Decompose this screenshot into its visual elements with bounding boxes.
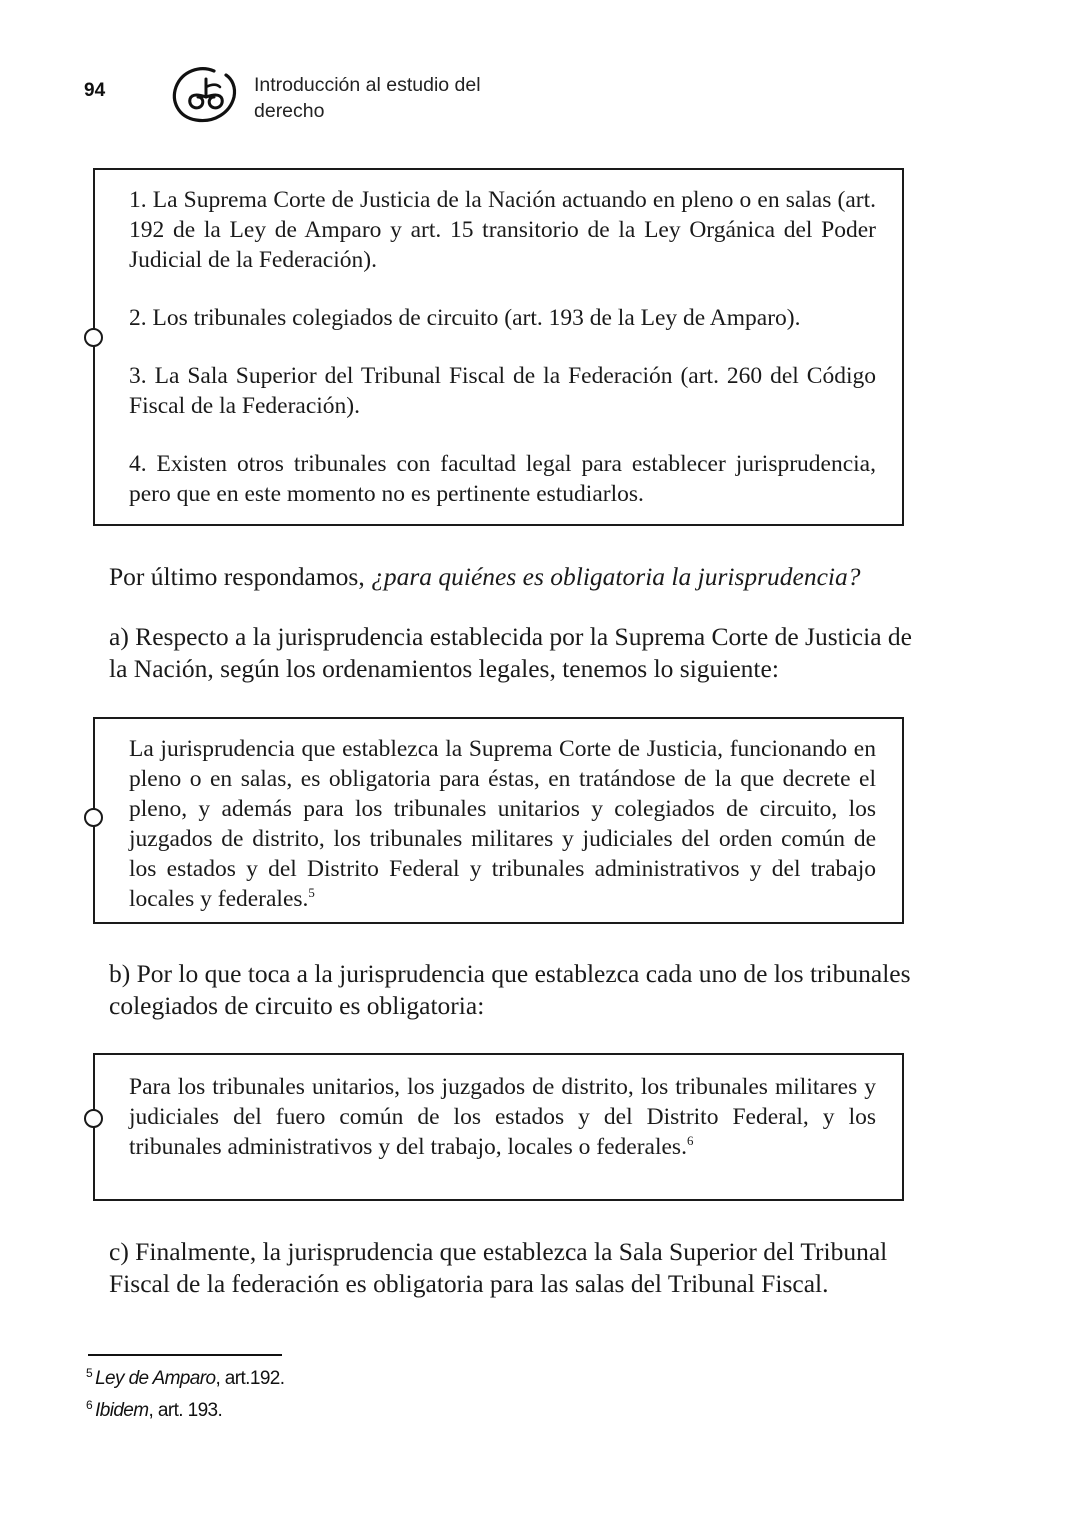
connector-circle-icon [84, 808, 103, 827]
section-c-paragraph: c) Finalmente, la jurisprudencia que establezca la Sala Superior del Tribunal Fiscal de la federación es obligatoria para las salas del Tribunal Fiscal. [109, 1237, 888, 1298]
quote-text: Para los tribunales unitarios, los juzgados de distrito, los tribunales militares y judiciales del fuero común de los estados y del Distrito Federal, y los tribunales administrativos y del trabajo, locales o federales.$^6$ [129, 1074, 876, 1160]
footnote-ref[interactable]: 5 [308, 885, 315, 901]
question-lead: Por último respondamos, [109, 562, 372, 591]
section-b-paragraph: b) Por lo que toca a la jurisprudencia que establezca cada uno de los tribunales colegiados de circuito es obligatoria: [109, 959, 911, 1020]
quote-text: La jurisprudencia que establezca la Suprema Corte de Justicia, funcionando en pleno o en salas, es obligatoria para éstas, en tratándose de la que decrete el pleno, y además para los tribunales unitarios y colegiados de circuito, los juzgados de distrito, los tribunales militares y judiciales del orden común de los estados y del Distrito Federal y tribunales administrativos y del trabajo locales y federales.$^5$ [129, 736, 876, 912]
footnote-divider [88, 1354, 282, 1356]
footnote-5: $^5$ Ley de Amparo, art.192. [86, 1366, 285, 1389]
supreme-court-quote-box [93, 717, 904, 924]
collegiate-courts-quote-box [93, 1053, 904, 1201]
footnote-6: $^6$ Ibidem, art. 193. [86, 1398, 223, 1421]
book-series-logo-icon [170, 63, 240, 125]
list-item: 1. La Suprema Corte de Justicia de la Nación actuando en pleno o en salas (art. 192 de la Ley de Amparo y art. 15 transitorio de la Ley Orgánica del Poder Judicial de la Federación). [129, 187, 876, 273]
page-number: 94 [84, 80, 106, 101]
list-item: 2. Los tribunales colegiados de circuito (art. 193 de la Ley de Amparo). [129, 305, 801, 331]
connector-circle-icon [84, 328, 103, 347]
running-title: Introducción al estudio del derecho [254, 74, 481, 122]
section-a-paragraph: a) Respecto a la jurisprudencia establecida por la Suprema Corte de Justicia de la Nación, según los ordenamientos legales, tenemos lo siguiente: [109, 622, 912, 683]
footnote-ref[interactable]: 6 [686, 1133, 694, 1149]
tribunals-list-box [93, 168, 904, 526]
connector-circle-icon [84, 1109, 103, 1128]
question-paragraph [109, 561, 929, 593]
list-item: 4. Existen otros tribunales con facultad legal para establecer jurisprudencia, pero que en este momento no es pertinente estudiarlos. [129, 451, 876, 507]
question-italic: ¿para quiénes es obligatoria la jurisprudencia? [371, 562, 861, 591]
list-item: 3. La Sala Superior del Tribunal Fiscal de la Federación (art. 260 del Código Fiscal de la Federación). [129, 363, 876, 419]
